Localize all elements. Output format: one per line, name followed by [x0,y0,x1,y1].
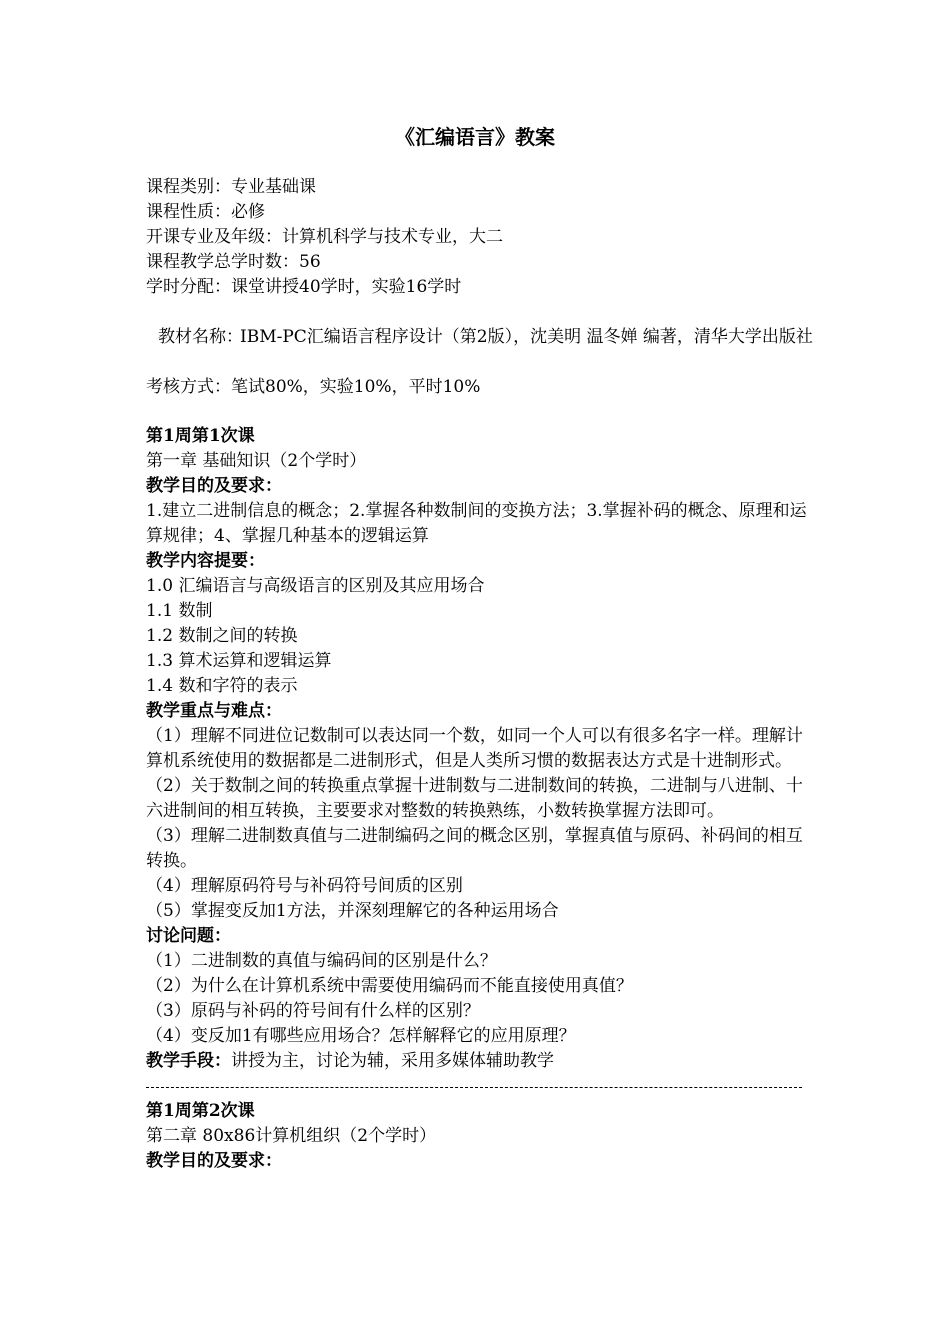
content-item: 1.1 数制 [146,601,213,621]
lesson-1-goal-text: 1.建立二进制信息的概念；2.掌握各种数制间的变换方法；3.掌握补码的概念、原理和运算规律；4、掌握几种基本的逻辑运算 [146,501,807,546]
lesson-1-content-label: 教学内容提要： [146,551,265,571]
course-hour-allocation: 学时分配：课堂讲授40学时，实验16学时 [146,277,462,297]
lesson-1-chapter: 第一章 基础知识（2个学时） [146,451,367,471]
lesson-2-heading: 第1周第2次课 [146,1101,255,1121]
course-total-hours: 课程教学总学时数：56 [146,252,321,272]
section-divider [146,1087,802,1099]
lesson-2-chapter: 第二章 80x86计算机组织（2个学时） [146,1126,437,1146]
discussion-item: （4）变反加1有哪些应用场合？怎样解释它的应用原理？ [146,1026,576,1046]
discussion-item: （2）为什么在计算机系统中需要使用编码而不能直接使用真值？ [146,976,633,996]
lesson-1-goal-label: 教学目的及要求： [146,476,282,496]
key-point-item: （1）理解不同进位记数制可以表达同一个数，如同一个人可以有很多名字一样。理解计算机系统使用的数据都是二进制形式，但是人类所习惯的数据表达方式是十进制形式。 [146,726,803,771]
lesson-body [146,424,810,1174]
course-nature: 课程性质：必修 [146,202,265,222]
content-item: 1.0 汇编语言与高级语言的区别及其应用场合 [146,576,485,596]
textbook-label: 教材名称： [158,327,243,347]
course-info [146,175,816,300]
discussion-item: （1）二进制数的真值与编码间的区别是什么？ [146,951,497,971]
method-text: 讲授为主，讨论为辅，采用多媒体辅助教学 [231,1051,554,1071]
key-point-item: （2）关于数制之间的转换重点掌握十进制数与二进制数间的转换，二进制与八进制、十六进制间的相互转换，主要要求对整数的转换熟练，小数转换掌握方法即可。 [146,776,803,821]
course-category: 课程类别：专业基础课 [146,177,316,197]
exam-method: 考核方式：笔试80%，实验10%，平时10% [146,377,481,397]
content-item: 1.2 数制之间的转换 [146,626,298,646]
lesson-1-key-label: 教学重点与难点： [146,701,282,721]
discussion-item: （3）原码与补码的符号间有什么样的区别？ [146,1001,480,1021]
content-item: 1.4 数和字符的表示 [146,676,298,696]
lesson-1-discuss-label: 讨论问题： [146,926,231,946]
course-major-grade: 开课专业及年级：计算机科学与技术专业，大二 [146,227,503,247]
key-point-item: （4）理解原码符号与补码符号间质的区别 [146,876,463,896]
key-point-item: （5）掌握变反加1方法，并深刻理解它的各种运用场合 [146,901,559,921]
key-point-item: （3）理解二进制数真值与二进制编码之间的概念区别，掌握真值与原码、补码间的相互转换。 [146,826,803,871]
textbook-value: IBM-PC汇编语言程序设计（第2版），沈美明 温冬婵 编著，清华大学出版社 [240,327,813,347]
lesson-2-goal-label: 教学目的及要求： [146,1151,282,1171]
document-title: 《汇编语言》教案 [395,125,555,149]
lesson-1-method [146,1049,810,1074]
method-label: 教学手段： [146,1051,231,1071]
lesson-1-heading: 第1周第1次课 [146,426,255,446]
content-item: 1.3 算术运算和逻辑运算 [146,651,332,671]
